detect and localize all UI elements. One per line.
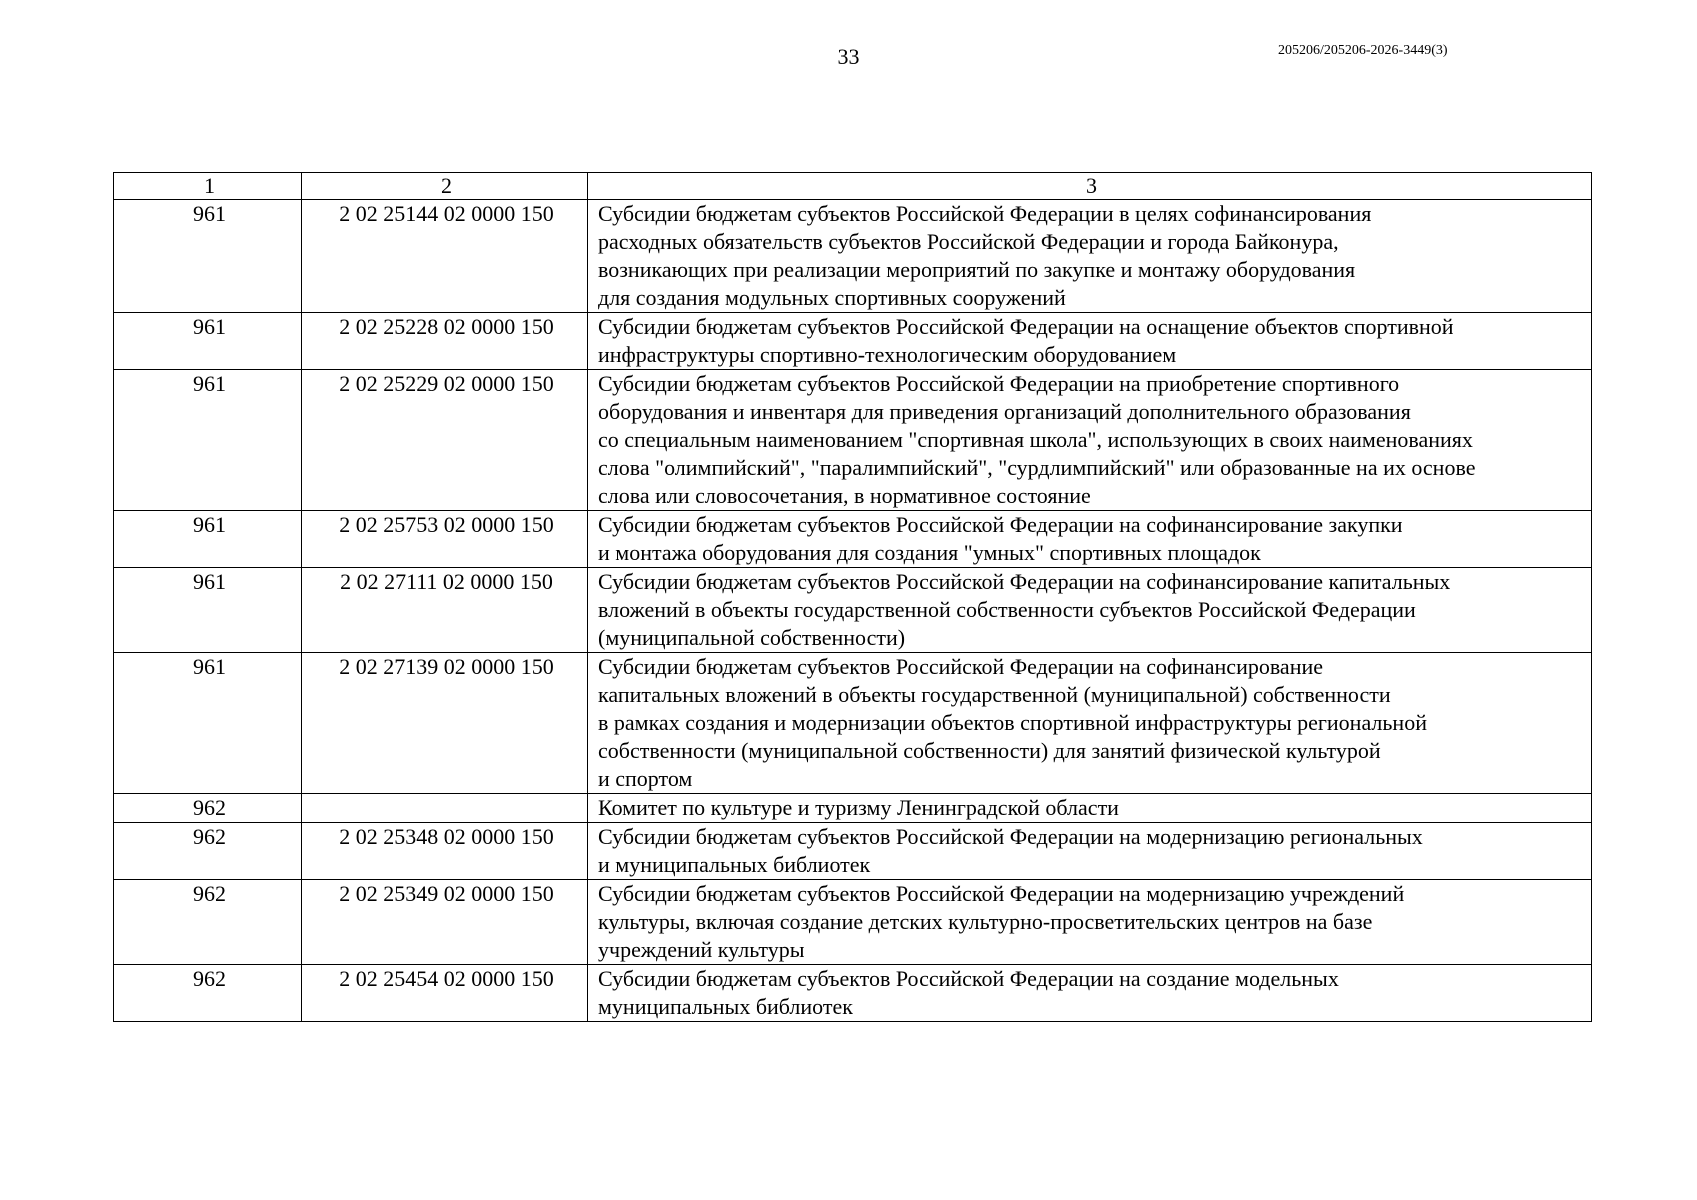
description-line: и муниципальных библиотек — [598, 852, 871, 877]
admin-code-cell: 962 — [114, 880, 302, 965]
description-line: Субсидии бюджетам субъектов Российской Федерации на софинансирование закупки — [598, 512, 1403, 537]
description-line: оборудования и инвентаря для приведения организаций дополнительного образования — [598, 399, 1411, 424]
table-row — [114, 823, 1592, 880]
description-cell — [588, 313, 1592, 370]
description-line: Субсидии бюджетам субъектов Российской Федерации на софинансирование — [598, 654, 1324, 679]
description-line: культуры, включая создание детских культурно-просветительских центров на базе — [598, 909, 1373, 934]
table-row — [114, 794, 1592, 823]
budget-code-table — [113, 172, 1592, 1022]
budget-classification-code-cell: 2 02 25228 02 0000 150 — [302, 313, 588, 370]
description-line: Субсидии бюджетам субъектов Российской Федерации на создание модельных — [598, 966, 1339, 991]
description-line: и монтажа оборудования для создания "умных" спортивных площадок — [598, 540, 1261, 565]
table-row — [114, 370, 1592, 511]
description-line: муниципальных библиотек — [598, 994, 853, 1019]
description-line: капитальных вложений в объекты государственной (муниципальной) собственности — [598, 682, 1391, 707]
description-line: расходных обязательств субъектов Российской Федерации и города Байконура, — [598, 229, 1339, 254]
description-line: возникающих при реализации мероприятий по закупке и монтажу оборудования — [598, 257, 1356, 282]
admin-code-cell: 961 — [114, 568, 302, 653]
description-cell — [588, 568, 1592, 653]
description-line: инфраструктуры спортивно-технологическим оборудованием — [598, 342, 1177, 367]
description-line: вложений в объекты государственной собственности субъектов Российской Федерации — [598, 597, 1416, 622]
admin-code-cell: 961 — [114, 370, 302, 511]
admin-code-cell: 962 — [114, 794, 302, 823]
budget-classification-code-cell: 2 02 25454 02 0000 150 — [302, 965, 588, 1022]
table-row — [114, 965, 1592, 1022]
description-line: слова "олимпийский", "паралимпийский", "сурдлимпийский" или образованные на их основе — [598, 455, 1476, 480]
budget-classification-code-cell: 2 02 25348 02 0000 150 — [302, 823, 588, 880]
budget-classification-code-cell: 2 02 25753 02 0000 150 — [302, 511, 588, 568]
description-cell — [588, 511, 1592, 568]
table-row — [114, 200, 1592, 313]
budget-classification-code-cell: 2 02 25349 02 0000 150 — [302, 880, 588, 965]
table-row — [114, 313, 1592, 370]
table-header-row — [114, 173, 1592, 200]
description-cell — [588, 823, 1592, 880]
budget-classification-code-cell: 2 02 25229 02 0000 150 — [302, 370, 588, 511]
admin-code-cell: 961 — [114, 653, 302, 794]
description-line: (муниципальной собственности) — [598, 625, 906, 650]
admin-code-cell: 961 — [114, 511, 302, 568]
description-cell — [588, 200, 1592, 313]
description-cell — [588, 794, 1592, 823]
description-line: Субсидии бюджетам субъектов Российской Федерации на модернизацию учреждений — [598, 881, 1405, 906]
admin-code-cell: 961 — [114, 313, 302, 370]
description-line: со специальным наименованием "спортивная школа", использующих в своих наименованиях — [598, 427, 1473, 452]
description-line: в рамках создания и модернизации объектов спортивной инфраструктуры региональной — [598, 710, 1427, 735]
description-line: слова или словосочетания, в нормативное состояние — [598, 483, 1091, 508]
document-code: 205206/205206-2026-3449(3) — [1278, 43, 1448, 58]
column-header-3: 3 — [588, 173, 1592, 200]
budget-classification-code-cell: 2 02 27111 02 0000 150 — [302, 568, 588, 653]
description-line: учреждений культуры — [598, 937, 805, 962]
table-row — [114, 568, 1592, 653]
description-line: и спортом — [598, 766, 693, 791]
budget-classification-code-cell: 2 02 25144 02 0000 150 — [302, 200, 588, 313]
description-line: Субсидии бюджетам субъектов Российской Федерации на оснащение объектов спортивной — [598, 314, 1454, 339]
description-line: Субсидии бюджетам субъектов Российской Федерации на модернизацию региональных — [598, 824, 1423, 849]
description-line: Субсидии бюджетам субъектов Российской Федерации на приобретение спортивного — [598, 371, 1400, 396]
description-cell — [588, 370, 1592, 511]
table-row — [114, 880, 1592, 965]
description-line: Субсидии бюджетам субъектов Российской Федерации в целях софинансирования — [598, 201, 1372, 226]
page-number: 33 — [837, 44, 860, 69]
table-row — [114, 511, 1592, 568]
description-line: собственности (муниципальной собственности) для занятий физической культурой — [598, 738, 1381, 763]
description-cell — [588, 653, 1592, 794]
description-line: Комитет по культуре и туризму Ленинградской области — [598, 795, 1119, 820]
admin-code-cell: 962 — [114, 965, 302, 1022]
description-cell — [588, 965, 1592, 1022]
budget-classification-code-cell: 2 02 27139 02 0000 150 — [302, 653, 588, 794]
table-row — [114, 653, 1592, 794]
description-cell — [588, 880, 1592, 965]
admin-code-cell: 962 — [114, 823, 302, 880]
budget-classification-code-cell — [302, 794, 588, 823]
description-line: Субсидии бюджетам субъектов Российской Федерации на софинансирование капитальных — [598, 569, 1451, 594]
description-line: для создания модульных спортивных сооружений — [598, 285, 1066, 310]
column-header-1: 1 — [114, 173, 302, 200]
column-header-2: 2 — [302, 173, 588, 200]
admin-code-cell: 961 — [114, 200, 302, 313]
